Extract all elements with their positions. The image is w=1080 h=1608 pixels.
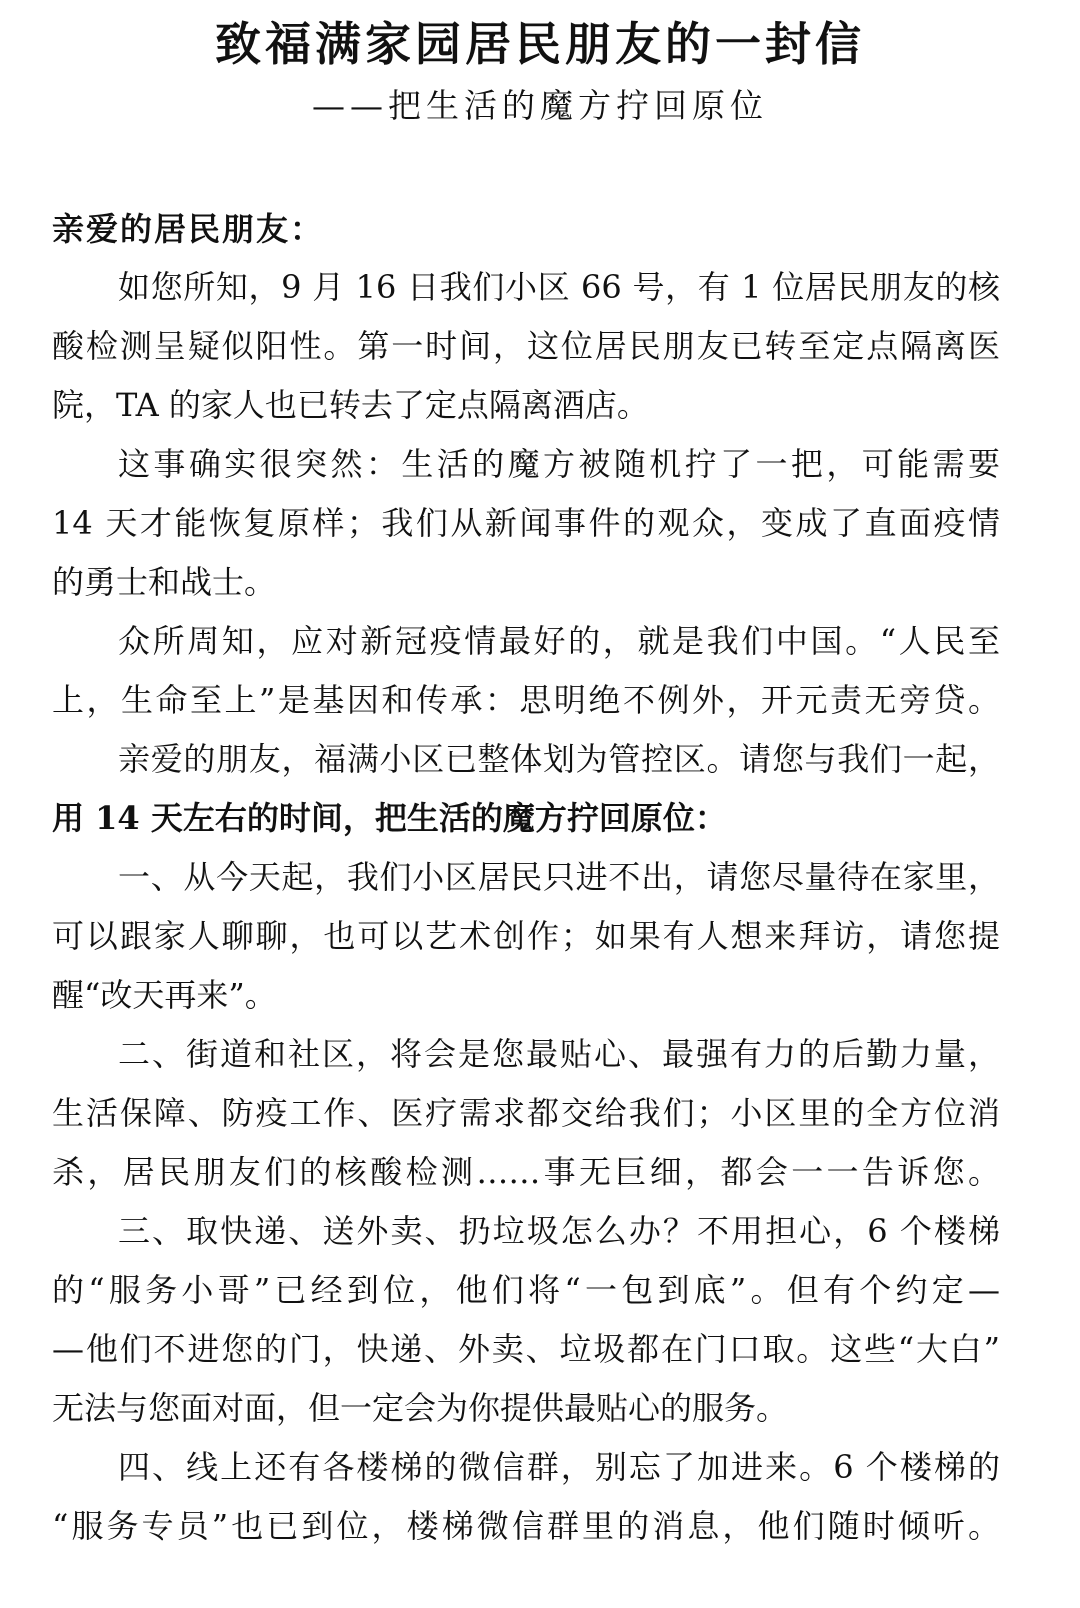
letter-line: 上，生命至上”是基因和传承：思明绝不例外，开元责无旁贷。 [52, 681, 1000, 719]
letter-line: 众所周知，应对新冠疫情最好的，就是我们中国。“人民至 [118, 622, 1000, 660]
letter-line: 酸检测呈疑似阳性。第一时间，这位居民朋友已转至定点隔离医 [52, 327, 1000, 365]
letter-line: 醒“改天再来”。 [52, 976, 277, 1014]
letter-subtitle: ——把生活的魔方拧回原位 [312, 86, 768, 125]
letter-line: 的勇士和战士。 [52, 563, 277, 601]
letter-line: 无法与您面对面，但一定会为你提供最贴心的服务。 [52, 1389, 789, 1427]
letter-line: 用 14 天左右的时间，把生活的魔方拧回原位： [52, 799, 727, 837]
letter-line: 亲爱的朋友，福满小区已整体划为管控区。请您与我们一起， [118, 740, 1000, 778]
letter-line: 如您所知，9 月 16 日我们小区 66 号，有 1 位居民朋友的核 [118, 268, 1000, 306]
letter-line: —他们不进您的门，快递、外卖、垃圾都在门口取。这些“大白” [52, 1330, 1000, 1368]
letter-greeting: 亲爱的居民朋友： [52, 210, 325, 248]
letter-line: 可以跟家人聊聊，也可以艺术创作；如果有人想来拜访，请您提 [52, 917, 1000, 955]
letter-line: 杀，居民朋友们的核酸检测……事无巨细，都会一一告诉您。 [52, 1153, 1000, 1191]
letter-line: “服务专员”也已到位，楼梯微信群里的消息，他们随时倾听。 [52, 1507, 1000, 1545]
letter-title: 致福满家园居民朋友的一封信 [215, 17, 865, 71]
letter-line: 14 天才能恢复原样；我们从新闻事件的观众，变成了直面疫情 [52, 504, 1000, 542]
letter-line: 院，TA 的家人也已转去了定点隔离酒店。 [52, 386, 649, 424]
letter-line: 一、从今天起，我们小区居民只进不出，请您尽量待在家里， [118, 858, 1000, 896]
letter-line: 这事确实很突然：生活的魔方被随机拧了一把，可能需要 [118, 445, 1000, 483]
letter-line: 生活保障、防疫工作、医疗需求都交给我们；小区里的全方位消 [52, 1094, 1000, 1132]
letter-line: 三、取快递、送外卖、扔垃圾怎么办？不用担心，6 个楼梯 [118, 1212, 1000, 1250]
letter-line: 的“服务小哥”已经到位，他们将“一包到底”。但有个约定— [52, 1271, 1000, 1309]
letter-line: 四、线上还有各楼梯的微信群，别忘了加进来。6 个楼梯的 [118, 1448, 1000, 1486]
letter-line: 二、街道和社区，将会是您最贴心、最强有力的后勤力量， [118, 1035, 1000, 1073]
